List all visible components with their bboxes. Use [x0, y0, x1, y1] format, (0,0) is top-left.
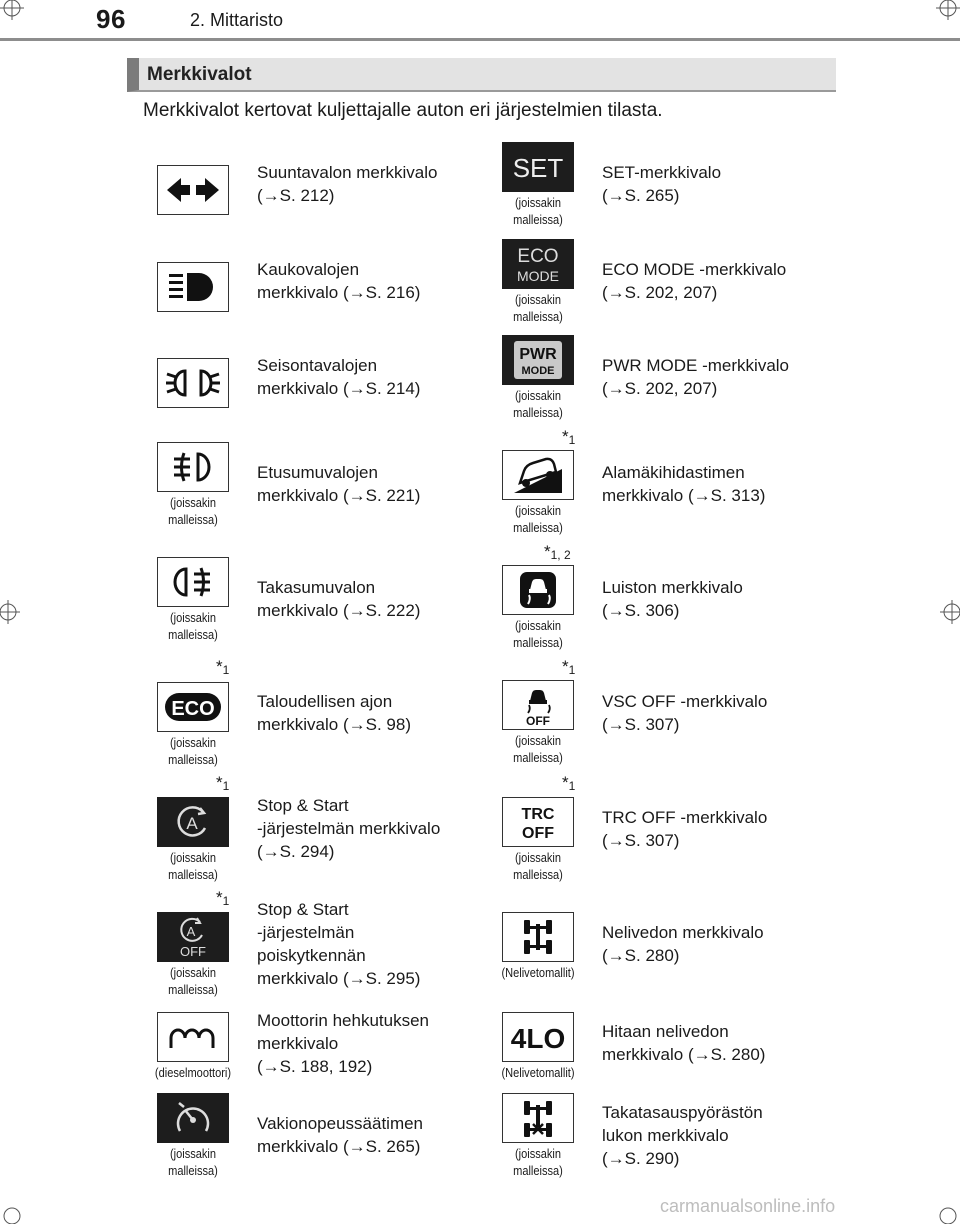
section-heading: [127, 58, 836, 92]
note-eco-mode: (joissakin malleissa): [513, 292, 563, 324]
desc-4lo: Hitaan nelivedon merkkivalo (→S. 280): [602, 1022, 766, 1064]
high-beam-icon: [157, 262, 229, 312]
desc-trc-off: TRC OFF -merkkivalo (→S. 307): [602, 808, 768, 850]
note-set: (joissakin malleissa): [513, 195, 563, 227]
note-glow-plug: (dieselmoottori): [154, 1065, 232, 1080]
chapter-title: 2. Mittaristo: [190, 10, 284, 30]
trc-off-icon: [502, 797, 574, 847]
note-vsc-off: (joissakin malleissa): [513, 733, 563, 765]
pwr-mode-icon: [502, 335, 574, 385]
turn-signal-arrows-icon: [157, 165, 229, 215]
four-lo-icon: [502, 1012, 574, 1062]
footnote-marker: *$^{1, 2}$: [544, 542, 571, 562]
desc-4wd: Nelivedon merkkivalo (→S. 280): [602, 923, 764, 965]
downhill-assist-icon: [502, 450, 574, 500]
header-divider: [0, 38, 960, 41]
desc-glow-plug: Moottorin hehkutuksen merkkivalo (→S. 188, 192): [257, 1011, 429, 1076]
eco-mode-icon: [502, 239, 574, 289]
desc-vsc-off: VSC OFF -merkkivalo (→S. 307): [602, 692, 768, 734]
desc-front-fog: Etusumuvalojen merkkivalo (→S. 221): [257, 463, 421, 505]
svg-text:OFF: OFF: [180, 944, 206, 959]
note-slip: (joissakin malleissa): [513, 618, 563, 650]
section-title: Merkkivalot: [147, 64, 252, 85]
section-intro: Merkkivalot kertovat kuljettajalle auton eri järjestelmien tilasta.: [143, 100, 663, 121]
eco-driving-icon: [157, 682, 229, 732]
desc-pwr-mode: PWR MODE -merkkivalo (→S. 202, 207): [602, 356, 790, 398]
svg-text:A: A: [186, 814, 198, 833]
note-4lo: (Nelivetomallit): [501, 1065, 575, 1080]
svg-text:MODE: MODE: [517, 268, 559, 284]
desc-set: SET-merkkivalo (→S. 265): [602, 163, 722, 205]
footer-watermark: carmanualsonline.info: [660, 1196, 836, 1216]
set-icon: [502, 142, 574, 192]
note-rear-fog: (joissakin malleissa): [168, 610, 218, 642]
svg-text:SET: SET: [512, 153, 564, 183]
slip-indicator-icon: [502, 565, 574, 615]
note-front-fog: (joissakin malleissa): [168, 495, 218, 527]
desc-cruise-control: Vakionopeussäätimen merkkivalo (→S. 265): [257, 1114, 424, 1156]
footnote-marker: *$^1$: [562, 773, 576, 793]
note-rear-diff-lock: (joissakin malleissa): [513, 1146, 563, 1178]
stop-start-icon: [157, 797, 229, 847]
svg-text:A: A: [186, 924, 196, 939]
svg-text:ECO: ECO: [171, 698, 215, 720]
note-pwr-mode: (joissakin malleissa): [513, 388, 563, 420]
desc-parking-light: Seisontavalojen merkkivalo (→S. 214): [257, 356, 421, 398]
four-wheel-drive-icon: [502, 912, 574, 962]
footnote-marker: *$^1$: [216, 888, 230, 908]
desc-slip: Luiston merkkivalo (→S. 306): [602, 578, 743, 620]
cruise-control-icon: [157, 1093, 229, 1143]
svg-text:ECO: ECO: [517, 246, 559, 267]
svg-text:PWR: PWR: [519, 346, 557, 363]
desc-rear-diff-lock: Takatasauspyörästön lukon merkkivalo (→S. 290): [602, 1103, 763, 1168]
desc-stop-start-off: Stop & Start -järjestelmän poiskytkennän merkkivalo (→S. 295): [257, 900, 421, 988]
note-eco: (joissakin malleissa): [168, 735, 218, 767]
vsc-off-icon: [502, 680, 574, 730]
svg-text:MODE: MODE: [521, 365, 555, 377]
glow-plug-icon: [157, 1012, 229, 1062]
page-number: 96: [96, 4, 126, 34]
desc-rear-fog: Takasumuvalon merkkivalo (→S. 222): [257, 578, 421, 620]
footnote-marker: *$^1$: [216, 657, 230, 677]
desc-downhill: Alamäkihidastimen merkkivalo (→S. 313): [602, 463, 766, 505]
desc-high-beam: Kaukovalojen merkkivalo (→S. 216): [257, 260, 421, 302]
desc-eco: Taloudellisen ajon merkkivalo (→S. 98): [257, 692, 411, 734]
rear-fog-light-icon: [157, 557, 229, 607]
note-stop-start: (joissakin malleissa): [168, 850, 218, 882]
footnote-marker: *$^1$: [216, 773, 230, 793]
stop-start-off-icon: [157, 912, 229, 962]
footnote-marker: *$^1$: [562, 427, 576, 447]
svg-text:4LO: 4LO: [510, 1023, 566, 1054]
svg-text:OFF: OFF: [522, 825, 554, 842]
svg-text:TRC: TRC: [521, 806, 555, 823]
note-trc-off: (joissakin malleissa): [513, 850, 563, 882]
desc-eco-mode: ECO MODE -merkkivalo (→S. 202, 207): [602, 260, 787, 302]
footnote-marker: *$^1$: [562, 657, 576, 677]
desc-stop-start: Stop & Start -järjestelmän merkkivalo (→S. 294): [257, 796, 441, 861]
note-cruise-control: (joissakin malleissa): [168, 1146, 218, 1178]
note-downhill: (joissakin malleissa): [513, 503, 563, 535]
rear-diff-lock-icon: [502, 1093, 574, 1143]
parking-light-icon: [157, 358, 229, 408]
desc-turn-signal: Suuntavalon merkkivalo (→S. 212): [257, 163, 438, 205]
svg-text:OFF: OFF: [526, 714, 550, 727]
front-fog-light-icon: [157, 442, 229, 492]
note-4wd: (Nelivetomallit): [501, 965, 575, 980]
note-stop-start-off: (joissakin malleissa): [168, 965, 218, 997]
